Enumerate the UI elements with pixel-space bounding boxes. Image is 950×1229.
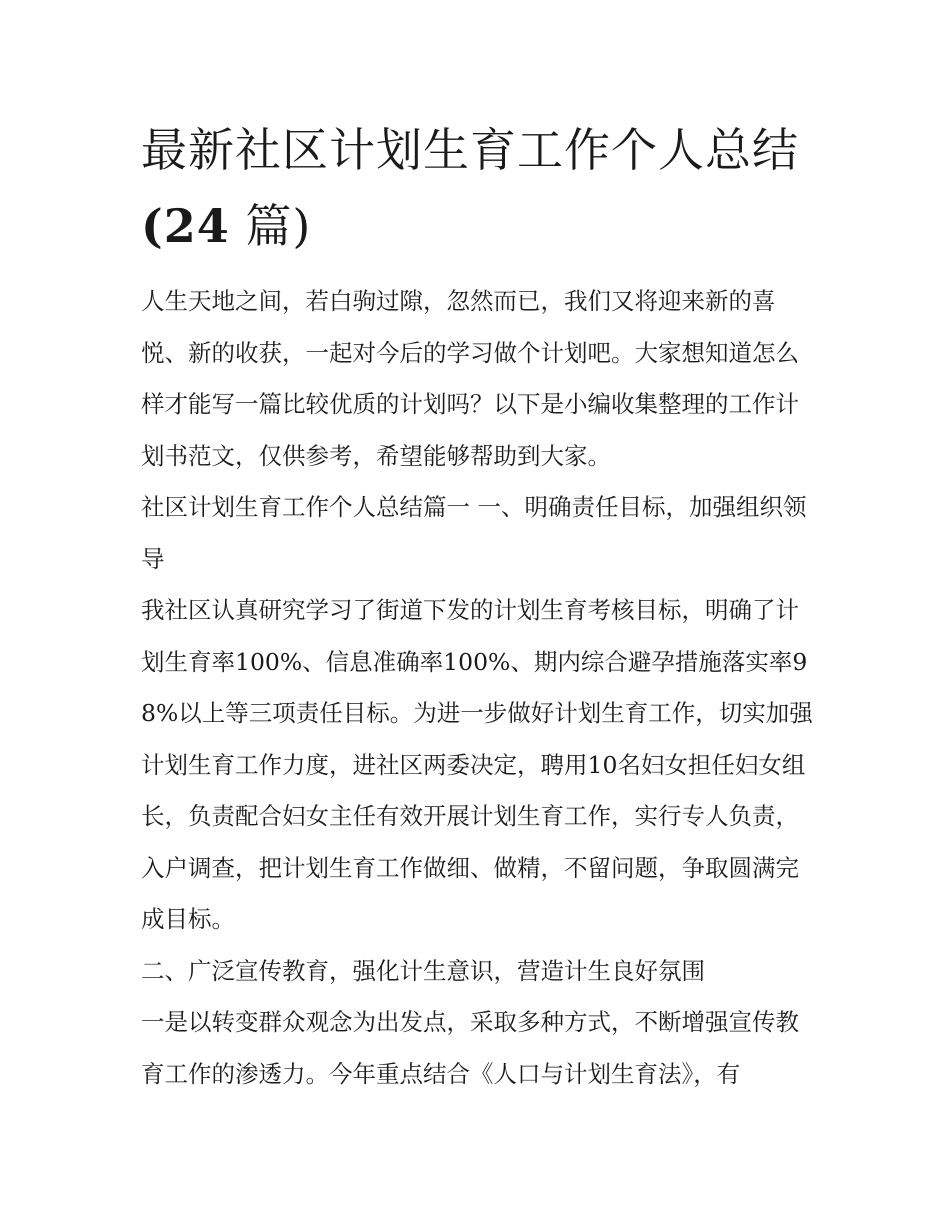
title-text: 最新社区计划生育工作个人总结 xyxy=(141,123,799,177)
body-paragraph: 我社区认真研究学习了街道下发的计划生育考核目标，明确了计划生育率100%、信息准确率100%、期内综合避孕措施落实率98%以上等三项责任目标。为进一步做好计划生育工作，切实加强计划生育工作力度，进社区两委决定，聘用10名妇女担任妇女组长，负责配合妇女主任有效开展计划生育工作，实行专人负责，入户调查，把计划生育工作做细、做精，不留问题，争取圆满完成目标。 xyxy=(141,596,813,933)
document-body xyxy=(141,112,813,1100)
title-suffix: 篇) xyxy=(229,199,312,253)
section-heading-1: 社区计划生育工作个人总结篇一 一、明确责任目标，加强组织领导 xyxy=(141,493,807,573)
title-count: (24 xyxy=(141,199,230,253)
intro-paragraph: 人生天地之间，若白驹过隙，忽然而已，我们又将迎来新的喜悦、新的收获，一起对今后的学习做个计划吧。大家想知道怎么样才能写一篇比较优质的计划吗？以下是小编收集整理的工作计划书范文，仅供参考，希望能够帮助到大家。 xyxy=(141,287,799,470)
section-heading-2: 二、广泛宣传教育，强化计生意识，营造计生良好氛围 xyxy=(141,956,705,985)
document-title xyxy=(141,112,813,264)
body-paragraph: 一是以转变群众观念为出发点，采取多种方式，不断增强宣传教育工作的渗透力。今年重点结合《人口与计划生育法》，有 xyxy=(141,1008,799,1088)
